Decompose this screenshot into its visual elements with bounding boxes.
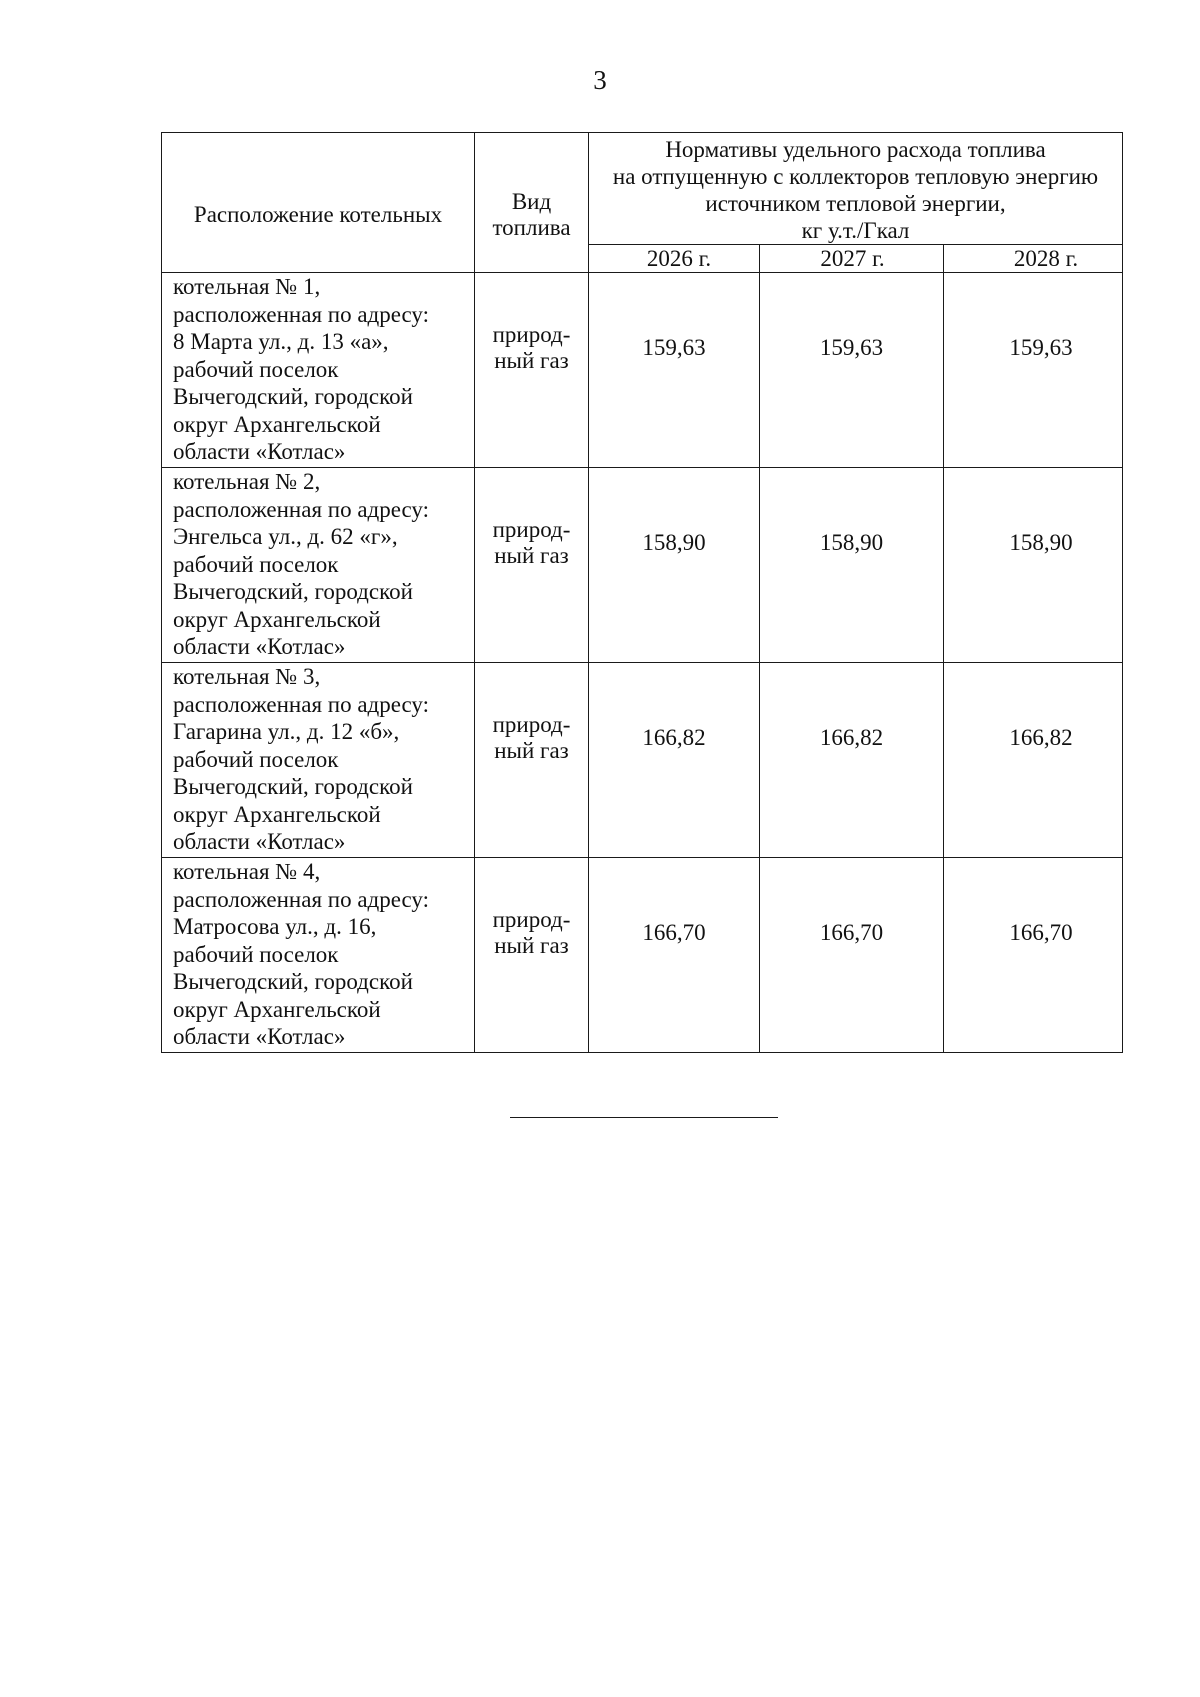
location-line: котельная № 2, — [173, 469, 321, 494]
norm-value-2027: 159,63 — [760, 273, 944, 468]
location-line: Вычегодский, городской — [173, 774, 413, 799]
table-row — [162, 468, 1123, 663]
location-line: Вычегодский, городской — [173, 384, 413, 409]
location-line: котельная № 4, — [173, 859, 321, 884]
location-line: области «Котлас» — [173, 439, 346, 464]
location-line: области «Котлас» — [173, 1024, 346, 1049]
location-line: 8 Марта ул., д. 13 «а», — [173, 329, 389, 354]
location-line: котельная № 1, — [173, 274, 321, 299]
location-line: рабочий поселок — [173, 551, 339, 577]
header-norms-unit: кг у.т./Гкал — [801, 218, 910, 243]
header-norms-line: источником тепловой энергии, — [705, 191, 1006, 216]
location-line: Гагарина ул., д. 12 «б», — [173, 719, 400, 744]
fuel-type-line: природ- — [492, 712, 571, 737]
header-year-2027: 2027 г. — [760, 245, 944, 273]
location-line: рабочий поселок — [173, 356, 339, 382]
header-year-2028: 2028 г. — [944, 245, 1123, 273]
fuel-consumption-norms-table — [161, 132, 1123, 1053]
norm-value-2027: 166,82 — [760, 663, 944, 858]
header-fuel-type — [475, 133, 589, 273]
boiler-location-cell — [162, 273, 475, 468]
fuel-type-line: ный газ — [494, 543, 569, 568]
table-row — [162, 858, 1123, 1053]
header-fuel-type-line: топлива — [492, 214, 571, 240]
location-line: расположенная по адресу: — [173, 496, 430, 522]
location-line: области «Котлас» — [173, 829, 346, 854]
fuel-type-cell — [475, 468, 589, 663]
norm-value-2026: 158,90 — [589, 468, 760, 663]
boiler-location-cell — [162, 663, 475, 858]
norm-value-2026: 159,63 — [589, 273, 760, 468]
header-location: Расположение котельных — [162, 133, 475, 273]
page-number: 3 — [593, 65, 607, 95]
location-line: округ Архангельской — [173, 996, 381, 1022]
location-line: рабочий поселок — [173, 746, 339, 772]
location-line: расположенная по адресу: — [173, 886, 430, 912]
boiler-location-cell — [162, 468, 475, 663]
location-line: Вычегодский, городской — [173, 969, 413, 994]
table-row — [162, 663, 1123, 858]
norm-value-2028: 159,63 — [944, 273, 1123, 468]
header-norms — [589, 133, 1123, 245]
norm-value-2027: 158,90 — [760, 468, 944, 663]
norm-value-2028: 158,90 — [944, 468, 1123, 663]
fuel-type-line: ный газ — [494, 738, 569, 763]
end-of-document-rule — [510, 1117, 778, 1118]
location-line: Энгельса ул., д. 62 «г», — [173, 524, 398, 549]
location-line: котельная № 3, — [173, 664, 321, 689]
location-line: округ Архангельской — [173, 606, 381, 632]
location-line: Вычегодский, городской — [173, 579, 413, 604]
location-line: рабочий поселок — [173, 941, 339, 967]
norm-value-2026: 166,70 — [589, 858, 760, 1053]
location-line: Матросова ул., д. 16, — [173, 914, 377, 939]
norm-value-2028: 166,82 — [944, 663, 1123, 858]
fuel-type-line: природ- — [492, 517, 571, 542]
fuel-type-line: природ- — [492, 907, 571, 932]
location-line: расположенная по адресу: — [173, 301, 430, 327]
fuel-type-cell — [475, 273, 589, 468]
fuel-type-line: природ- — [492, 322, 571, 347]
location-line: области «Котлас» — [173, 634, 346, 659]
norm-value-2027: 166,70 — [760, 858, 944, 1053]
header-norms-line: Нормативы удельного расхода топлива — [665, 137, 1046, 162]
fuel-type-cell — [475, 663, 589, 858]
boiler-location-cell — [162, 858, 475, 1053]
header-fuel-type-line: Вид — [511, 188, 552, 214]
table-row — [162, 273, 1123, 468]
fuel-type-line: ный газ — [494, 933, 569, 958]
fuel-type-cell — [475, 858, 589, 1053]
header-norms-line: на отпущенную с коллекторов тепловую энергию — [612, 164, 1099, 189]
norm-value-2028: 166,70 — [944, 858, 1123, 1053]
location-line: расположенная по адресу: — [173, 691, 430, 717]
header-year-2026: 2026 г. — [589, 245, 760, 273]
norm-value-2026: 166,82 — [589, 663, 760, 858]
fuel-type-line: ный газ — [494, 348, 569, 373]
location-line: округ Архангельской — [173, 801, 381, 827]
location-line: округ Архангельской — [173, 411, 381, 437]
